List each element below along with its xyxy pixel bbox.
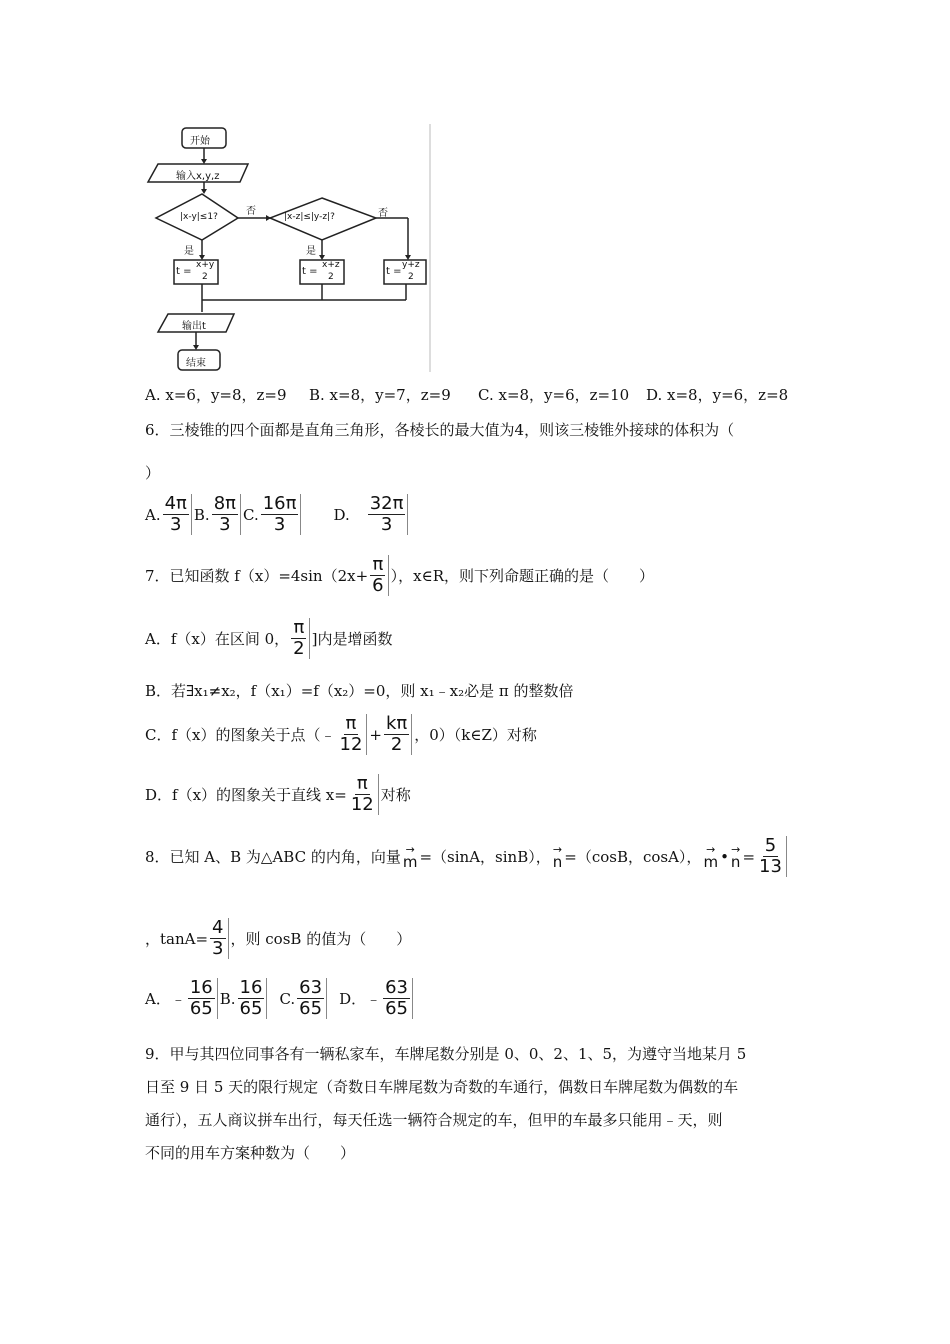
- q8-d-label: D．﹣: [339, 990, 382, 1008]
- q8-b-fraction: $\frac{16}{65}$: [238, 978, 268, 1019]
- q6-b-fraction: $\frac{8\pi}{3}$: [212, 494, 241, 535]
- q8-stem: 8．已知 A、B 为△ABC 的内角，向量 → m =（sinA，sinB）， → n =（cosB，cosA）， → m • → n = $\frac{5}{13}$: [145, 836, 789, 877]
- vector-n-dot: → n: [730, 842, 741, 871]
- q6-a-fraction: $\frac{4\pi}{3}$: [163, 494, 192, 535]
- flowchart-box3-lhs: t =: [386, 266, 402, 277]
- q7-option-d: D．f（x）的图象关于直线 x= $\frac{\pi}{12}$ 对称: [145, 773, 411, 815]
- flowchart-box1-den: 2: [202, 272, 208, 282]
- flowchart-yes1: 是: [184, 246, 194, 257]
- q6-options: [145, 494, 410, 535]
- q6-c-fraction: $\frac{16\pi}{3}$: [261, 494, 302, 535]
- flowchart-box2-den: 2: [328, 272, 334, 282]
- q7-stem-fraction: $\frac{\pi}{6}$: [370, 555, 388, 596]
- flowchart-box2-num: x+z: [322, 260, 340, 270]
- q6-d-label: D.: [333, 505, 350, 524]
- q8-a-fraction: $\frac{16}{65}$: [188, 978, 218, 1019]
- q6-d-fraction: $\frac{32\pi}{3}$: [368, 494, 409, 535]
- flowchart-yes2: 是: [306, 246, 316, 257]
- flowchart-input: 输入x,y,z: [176, 171, 220, 182]
- flowchart-start: 开始: [190, 136, 210, 147]
- q9-paragraph: [145, 1038, 815, 1170]
- q8-tan-fraction: $\frac{4}{3}$: [210, 918, 228, 959]
- q9-line-3: 通行），五人商议拼车出行，每天任选一辆符合规定的车，但甲的车最多只能用﹣天，则: [145, 1111, 723, 1129]
- vector-n: → n: [552, 842, 563, 871]
- vector-m: → m: [402, 842, 418, 871]
- q7-stem: [145, 555, 654, 596]
- q6-a-label: A.: [145, 505, 161, 524]
- flowchart-cond1: |x-y|≤1?: [180, 212, 218, 222]
- flowchart-output: 输出t: [182, 321, 206, 332]
- q7-option-b: B．若∃x₁≠x₂，f（x₁）=f（x₂）=0，则 x₁﹣x₂必是 π 的整数倍: [145, 682, 574, 700]
- q7-c-fraction-1: $\frac{\pi}{12}$: [338, 714, 368, 755]
- q8-stem-line2: ，tanA= $\frac{4}{3}$ ，则 cosB 的值为（ ）: [145, 917, 412, 959]
- flowchart-no1: 否: [246, 206, 256, 217]
- flowchart-no2: 否: [378, 208, 388, 219]
- flowchart-box1-num: x+y: [196, 260, 215, 270]
- q7-a-fraction: $\frac{\pi}{2}$: [291, 618, 309, 659]
- flowchart: [144, 124, 432, 372]
- q6-stem: 6．三棱锥的四个面都是直角三角形，各棱长的最大值为4，则该三棱锥外接球的体积为（: [145, 421, 735, 439]
- flowchart-end: 结束: [186, 358, 206, 369]
- q9-line-4: 不同的用车方案种数为（ ）: [145, 1144, 356, 1162]
- q6-stem-close: ）: [145, 464, 161, 482]
- q5-option-c: C. x=8，y=6，z=10: [478, 386, 630, 404]
- flowchart-box3-num: y+z: [402, 260, 420, 270]
- q8-d-fraction: $\frac{63}{65}$: [383, 978, 413, 1019]
- q8-ratio-fraction: $\frac{5}{13}$: [757, 836, 787, 877]
- q6-c-label: C.: [243, 505, 259, 524]
- q8-b-label: B.: [219, 989, 236, 1008]
- vector-m-dot: → m: [703, 842, 719, 871]
- q5-option-d: D. x=8，y=6，z=8: [646, 386, 789, 404]
- q7-d-fraction: $\frac{\pi}{12}$: [349, 774, 379, 815]
- q8-c-label: C.: [279, 989, 296, 1008]
- q7-c-fraction-2: $\frac{k\pi}{2}$: [384, 714, 412, 755]
- q9-line-1: 9．甲与其四位同事各有一辆私家车，车牌尾数分别是 0、0、2、1、5，为遵守当地某月 5: [145, 1045, 747, 1063]
- q7-option-c: C．f（x）的图象关于点（﹣ $\frac{\pi}{12}$ + $\frac{k\pi}{2}$ ，0）（k∈Z）对称: [145, 713, 537, 755]
- q5-option-b: B. x=8，y=7，z=9: [309, 386, 451, 404]
- q7-stem-post: ），x∈R，则下列命题正确的是（ ）: [390, 567, 654, 585]
- flowchart-box1-lhs: t =: [176, 266, 192, 277]
- q7-option-a: A．f（x）在区间 0， $\frac{\pi}{2}$ ]内是增函数: [145, 617, 393, 659]
- q6-b-label: B.: [193, 505, 210, 524]
- q7-stem-pre: 7．已知函数 f（x）=4sin（2x+: [145, 567, 369, 585]
- q5-option-a: A. x=6，y=8，z=9: [145, 386, 287, 404]
- flowchart-box3-den: 2: [408, 272, 414, 282]
- flowchart-box2-lhs: t =: [302, 266, 318, 277]
- flowchart-cond2: |x-z|≤|y-z|?: [284, 212, 335, 222]
- q9-line-2: 日至 9 日 5 天的限行规定（奇数日车牌尾数为奇数的车通行，偶数日车牌尾数为偶数的车: [145, 1078, 739, 1096]
- q8-a-label: A．﹣: [145, 990, 186, 1008]
- q8-options: [145, 978, 415, 1019]
- q8-c-fraction: $\frac{63}{65}$: [297, 978, 327, 1019]
